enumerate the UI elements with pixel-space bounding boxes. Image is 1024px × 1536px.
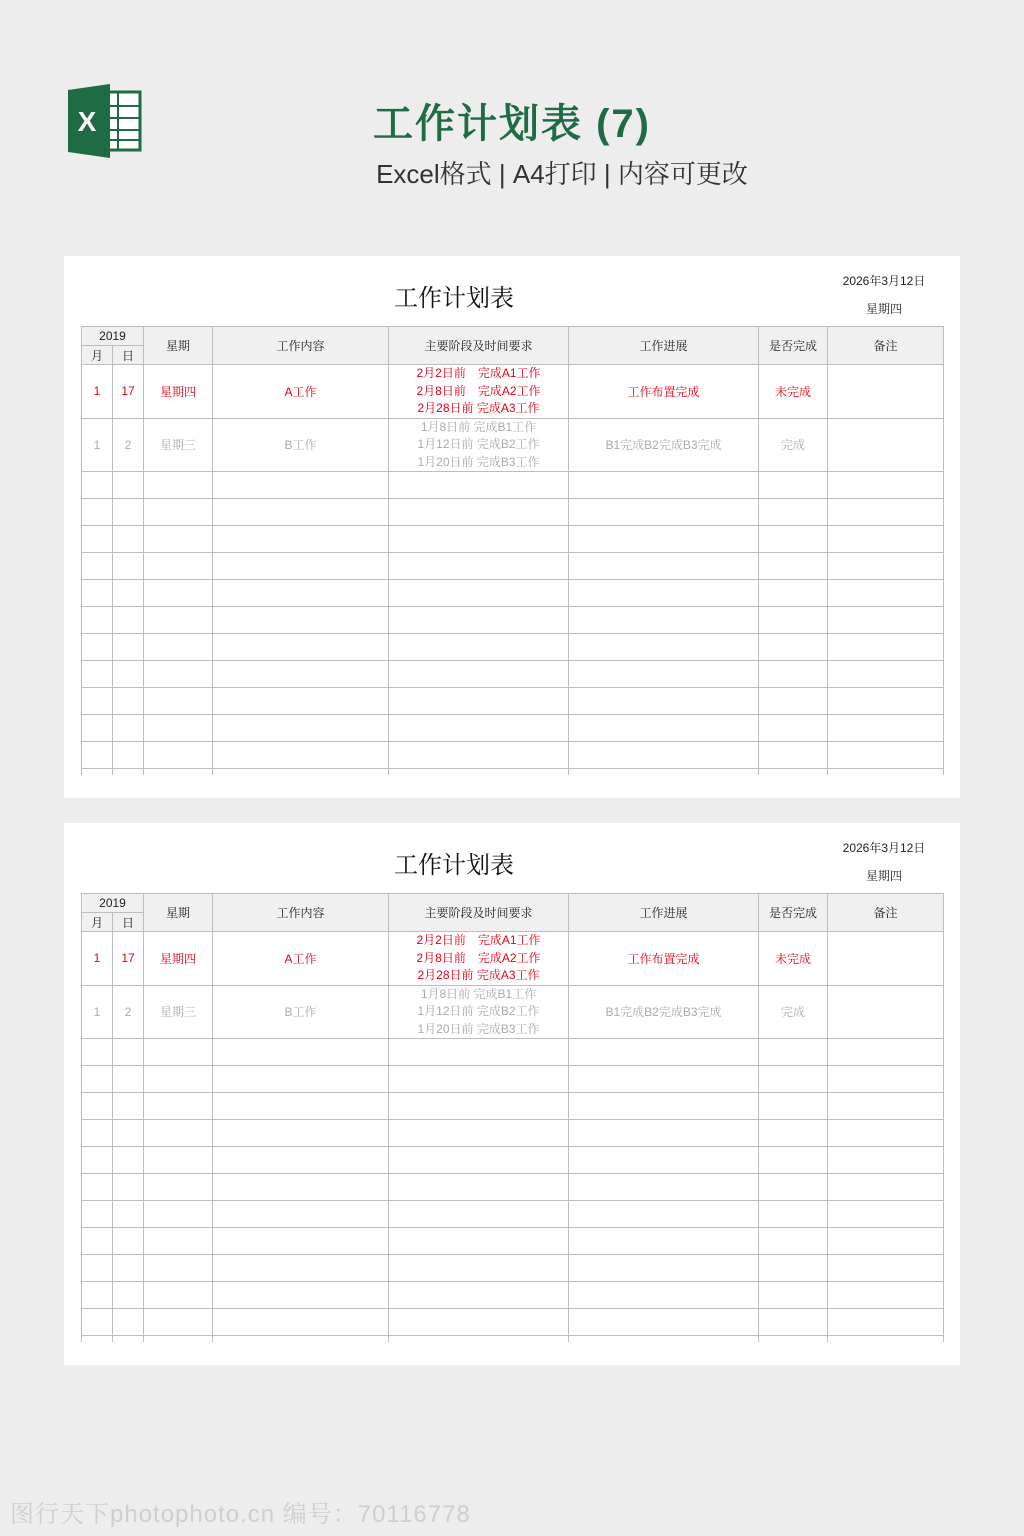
cell-progress[interactable]: 工作布置完成 xyxy=(569,932,759,986)
empty-cell[interactable] xyxy=(759,1174,828,1201)
empty-row xyxy=(82,634,944,661)
empty-cell[interactable] xyxy=(759,1201,828,1228)
empty-cell[interactable] xyxy=(82,634,113,661)
empty-cell[interactable] xyxy=(144,1228,213,1255)
table-row xyxy=(82,932,944,986)
cell-content[interactable]: B工作 xyxy=(213,985,389,1039)
empty-cell[interactable] xyxy=(144,1093,213,1120)
empty-cell[interactable] xyxy=(828,1039,944,1066)
empty-cell[interactable] xyxy=(759,499,828,526)
empty-row xyxy=(82,553,944,580)
empty-cell[interactable] xyxy=(389,1039,569,1066)
empty-cell[interactable] xyxy=(82,472,113,499)
plan-sheet-1 xyxy=(64,256,960,798)
empty-cell[interactable] xyxy=(759,1147,828,1174)
empty-cell[interactable] xyxy=(389,715,569,742)
stage-line: 1月12日前 完成B2工作 xyxy=(417,437,540,451)
empty-cell[interactable] xyxy=(213,1120,389,1147)
empty-cell[interactable] xyxy=(82,499,113,526)
empty-cell[interactable] xyxy=(389,1201,569,1228)
empty-cell[interactable] xyxy=(828,634,944,661)
column-header-progress: 工作进展 xyxy=(569,894,759,932)
empty-cell[interactable] xyxy=(759,1309,828,1336)
cell-day[interactable]: 17 xyxy=(113,932,144,986)
empty-cell[interactable] xyxy=(144,742,213,769)
empty-cell[interactable] xyxy=(213,1174,389,1201)
empty-cell[interactable] xyxy=(389,1093,569,1120)
empty-cell[interactable] xyxy=(759,1282,828,1309)
empty-cell[interactable] xyxy=(828,580,944,607)
empty-cell[interactable] xyxy=(82,1201,113,1228)
empty-cell[interactable] xyxy=(389,499,569,526)
empty-cell[interactable] xyxy=(113,553,144,580)
sheet-date: 2026年3月12日 xyxy=(842,274,926,288)
empty-row xyxy=(82,1174,944,1201)
stage-line: 2月2日前 完成A1工作 xyxy=(416,366,541,380)
empty-cell[interactable] xyxy=(389,1255,569,1282)
year-header: 2019 xyxy=(82,327,144,346)
empty-cell[interactable] xyxy=(113,1093,144,1120)
empty-cell[interactable] xyxy=(213,526,389,553)
cell-day[interactable]: 2 xyxy=(113,418,144,472)
column-header-weekday: 星期 xyxy=(144,327,213,365)
plan-sheet-2 xyxy=(64,823,960,1365)
empty-cell[interactable] xyxy=(213,1039,389,1066)
empty-cell[interactable] xyxy=(144,661,213,688)
empty-row xyxy=(82,472,944,499)
stub-cell xyxy=(144,1336,213,1343)
empty-cell[interactable] xyxy=(144,1147,213,1174)
empty-cell[interactable] xyxy=(569,526,759,553)
empty-cell[interactable] xyxy=(759,580,828,607)
empty-cell[interactable] xyxy=(144,634,213,661)
empty-cell[interactable] xyxy=(144,1201,213,1228)
empty-row xyxy=(82,607,944,634)
empty-cell[interactable] xyxy=(144,1282,213,1309)
empty-cell[interactable] xyxy=(759,472,828,499)
empty-row xyxy=(82,580,944,607)
empty-cell[interactable] xyxy=(759,1120,828,1147)
cell-done[interactable]: 完成 xyxy=(759,985,828,1039)
header-row xyxy=(82,894,944,913)
sheet-date: 2026年3月12日 xyxy=(842,841,926,855)
empty-cell[interactable] xyxy=(828,742,944,769)
empty-cell[interactable] xyxy=(113,688,144,715)
stage-line: 1月8日前 完成B1工作 xyxy=(420,986,537,1001)
stage-line: 1月12日前 完成B2工作 xyxy=(417,1004,540,1018)
empty-cell[interactable] xyxy=(569,607,759,634)
empty-cell[interactable] xyxy=(213,499,389,526)
empty-row xyxy=(82,1201,944,1228)
table-row xyxy=(82,418,944,472)
empty-cell[interactable] xyxy=(113,1066,144,1093)
stage-line: 2月8日前 完成A2工作 xyxy=(416,383,541,398)
stub-cell xyxy=(759,769,828,776)
empty-cell[interactable] xyxy=(82,1093,113,1120)
empty-cell[interactable] xyxy=(569,472,759,499)
empty-cell[interactable] xyxy=(389,1066,569,1093)
empty-cell[interactable] xyxy=(82,1039,113,1066)
cell-weekday[interactable]: 星期四 xyxy=(144,365,213,419)
stub-cell xyxy=(389,1336,569,1343)
empty-cell[interactable] xyxy=(759,661,828,688)
empty-cell[interactable] xyxy=(213,1066,389,1093)
empty-cell[interactable] xyxy=(828,499,944,526)
empty-cell[interactable] xyxy=(569,1201,759,1228)
stage-line: 2月2日前 完成A1工作 xyxy=(416,933,541,947)
empty-cell[interactable] xyxy=(82,661,113,688)
empty-cell[interactable] xyxy=(569,1039,759,1066)
empty-cell[interactable] xyxy=(82,688,113,715)
empty-cell[interactable] xyxy=(82,1255,113,1282)
empty-row xyxy=(82,526,944,553)
empty-cell[interactable] xyxy=(828,1174,944,1201)
cell-progress[interactable]: 工作布置完成 xyxy=(569,365,759,419)
empty-cell[interactable] xyxy=(828,526,944,553)
empty-cell[interactable] xyxy=(828,472,944,499)
empty-cell[interactable] xyxy=(213,1201,389,1228)
empty-row xyxy=(82,1039,944,1066)
empty-cell[interactable] xyxy=(113,607,144,634)
empty-cell[interactable] xyxy=(828,607,944,634)
empty-row xyxy=(82,1309,944,1336)
page-title: 工作计划表 (7) xyxy=(373,102,651,146)
empty-cell[interactable] xyxy=(828,1309,944,1336)
empty-cell[interactable] xyxy=(144,688,213,715)
stub-row xyxy=(82,769,944,776)
column-header-day: 日 xyxy=(113,346,144,365)
empty-cell[interactable] xyxy=(144,1309,213,1336)
empty-row xyxy=(82,742,944,769)
empty-cell[interactable] xyxy=(82,1147,113,1174)
empty-row xyxy=(82,715,944,742)
empty-cell[interactable] xyxy=(569,1174,759,1201)
empty-cell[interactable] xyxy=(144,1255,213,1282)
stub-cell xyxy=(389,769,569,776)
empty-cell[interactable] xyxy=(82,607,113,634)
empty-cell[interactable] xyxy=(569,634,759,661)
empty-row xyxy=(82,688,944,715)
empty-cell[interactable] xyxy=(759,1255,828,1282)
empty-cell[interactable] xyxy=(389,1309,569,1336)
column-header-done: 是否完成 xyxy=(759,327,828,365)
stage-line: 1月20日前 完成B3工作 xyxy=(417,1021,540,1036)
column-header-content: 工作内容 xyxy=(213,327,389,365)
empty-cell[interactable] xyxy=(213,661,389,688)
column-header-stages: 主要阶段及时间要求 xyxy=(389,894,569,932)
table-row xyxy=(82,985,944,1039)
empty-cell[interactable] xyxy=(144,1039,213,1066)
empty-cell[interactable] xyxy=(389,607,569,634)
empty-cell[interactable] xyxy=(213,553,389,580)
empty-cell[interactable] xyxy=(213,742,389,769)
watermark: 图行天下photophoto.cn 编号：70116778 xyxy=(10,1501,471,1528)
empty-cell[interactable] xyxy=(113,1201,144,1228)
cell-done[interactable]: 未完成 xyxy=(759,365,828,419)
empty-cell[interactable] xyxy=(113,472,144,499)
empty-cell[interactable] xyxy=(569,553,759,580)
empty-cell[interactable] xyxy=(82,1228,113,1255)
empty-cell[interactable] xyxy=(113,1282,144,1309)
empty-cell[interactable] xyxy=(213,607,389,634)
empty-cell[interactable] xyxy=(759,1066,828,1093)
stub-cell xyxy=(82,1336,113,1343)
cell-month[interactable]: 1 xyxy=(82,365,113,419)
empty-cell[interactable] xyxy=(569,688,759,715)
cell-stages[interactable] xyxy=(389,365,569,419)
plan-table xyxy=(81,893,944,1342)
empty-cell[interactable] xyxy=(82,1066,113,1093)
empty-cell[interactable] xyxy=(113,499,144,526)
empty-cell[interactable] xyxy=(82,1120,113,1147)
empty-cell[interactable] xyxy=(389,1147,569,1174)
empty-cell[interactable] xyxy=(569,742,759,769)
empty-cell[interactable] xyxy=(389,661,569,688)
column-header-content: 工作内容 xyxy=(213,894,389,932)
stage-line: 2月28日前 完成A3工作 xyxy=(417,968,540,982)
empty-cell[interactable] xyxy=(759,742,828,769)
empty-row xyxy=(82,1093,944,1120)
empty-cell[interactable] xyxy=(82,1174,113,1201)
empty-cell[interactable] xyxy=(113,1228,144,1255)
empty-cell[interactable] xyxy=(828,1282,944,1309)
empty-cell[interactable] xyxy=(569,1255,759,1282)
stub-cell xyxy=(213,1336,389,1343)
cell-content[interactable]: A工作 xyxy=(213,365,389,419)
cell-content[interactable]: B工作 xyxy=(213,418,389,472)
cell-progress[interactable]: B1完成B2完成B3完成 xyxy=(569,985,759,1039)
header-row xyxy=(82,327,944,346)
empty-cell[interactable] xyxy=(828,1228,944,1255)
empty-cell[interactable] xyxy=(389,1174,569,1201)
empty-cell[interactable] xyxy=(113,1309,144,1336)
empty-cell[interactable] xyxy=(113,742,144,769)
empty-cell[interactable] xyxy=(759,553,828,580)
empty-cell[interactable] xyxy=(213,1282,389,1309)
stage-line: 1月8日前 完成B1工作 xyxy=(420,419,537,434)
empty-cell[interactable] xyxy=(213,580,389,607)
empty-cell[interactable] xyxy=(389,526,569,553)
empty-cell[interactable] xyxy=(828,553,944,580)
empty-cell[interactable] xyxy=(82,526,113,553)
empty-cell[interactable] xyxy=(113,634,144,661)
empty-row xyxy=(82,1147,944,1174)
empty-cell[interactable] xyxy=(569,1228,759,1255)
column-header-weekday: 星期 xyxy=(144,894,213,932)
empty-cell[interactable] xyxy=(759,1228,828,1255)
cell-remark[interactable] xyxy=(828,932,944,986)
stage-line: 2月28日前 完成A3工作 xyxy=(417,401,540,415)
empty-cell[interactable] xyxy=(828,661,944,688)
empty-cell[interactable] xyxy=(144,553,213,580)
empty-cell[interactable] xyxy=(569,580,759,607)
empty-cell[interactable] xyxy=(389,1282,569,1309)
stub-row xyxy=(82,1336,944,1343)
empty-cell[interactable] xyxy=(389,580,569,607)
stub-cell xyxy=(828,1336,944,1343)
empty-cell[interactable] xyxy=(389,472,569,499)
empty-cell[interactable] xyxy=(213,1147,389,1174)
empty-cell[interactable] xyxy=(828,1147,944,1174)
cell-content[interactable]: A工作 xyxy=(213,932,389,986)
cell-remark[interactable] xyxy=(828,985,944,1039)
cell-day[interactable]: 17 xyxy=(113,365,144,419)
empty-cell[interactable] xyxy=(144,607,213,634)
cell-month[interactable]: 1 xyxy=(82,418,113,472)
empty-cell[interactable] xyxy=(569,1309,759,1336)
empty-cell[interactable] xyxy=(213,1255,389,1282)
empty-cell[interactable] xyxy=(213,715,389,742)
empty-cell[interactable] xyxy=(82,553,113,580)
empty-cell[interactable] xyxy=(389,742,569,769)
sheet-weekday: 星期四 xyxy=(865,302,902,316)
cell-done[interactable]: 完成 xyxy=(759,418,828,472)
column-header-done: 是否完成 xyxy=(759,894,828,932)
empty-cell[interactable] xyxy=(759,688,828,715)
stub-cell xyxy=(569,1336,759,1343)
cell-month[interactable]: 1 xyxy=(82,985,113,1039)
empty-cell[interactable] xyxy=(113,1255,144,1282)
stage-line: 2月8日前 完成A2工作 xyxy=(416,950,541,965)
column-header-month: 月 xyxy=(82,346,113,365)
column-header-remark: 备注 xyxy=(828,894,944,932)
empty-cell[interactable] xyxy=(389,553,569,580)
stub-cell xyxy=(82,769,113,776)
cell-weekday[interactable]: 星期三 xyxy=(144,985,213,1039)
empty-cell[interactable] xyxy=(759,1039,828,1066)
empty-cell[interactable] xyxy=(569,1282,759,1309)
stub-cell xyxy=(113,769,144,776)
empty-cell[interactable] xyxy=(113,1120,144,1147)
empty-cell[interactable] xyxy=(113,1174,144,1201)
column-header-stages: 主要阶段及时间要求 xyxy=(389,327,569,365)
stub-cell xyxy=(759,1336,828,1343)
sheet-title: 工作计划表 xyxy=(394,285,514,312)
stub-cell xyxy=(113,1336,144,1343)
empty-cell[interactable] xyxy=(113,1039,144,1066)
empty-row xyxy=(82,1255,944,1282)
empty-cell[interactable] xyxy=(213,472,389,499)
page-header xyxy=(0,0,1024,230)
empty-cell[interactable] xyxy=(82,715,113,742)
empty-cell[interactable] xyxy=(144,472,213,499)
cell-progress[interactable]: B1完成B2完成B3完成 xyxy=(569,418,759,472)
empty-cell[interactable] xyxy=(569,1066,759,1093)
cell-stages[interactable] xyxy=(389,985,569,1039)
empty-cell[interactable] xyxy=(213,688,389,715)
empty-cell[interactable] xyxy=(144,580,213,607)
empty-cell[interactable] xyxy=(569,1147,759,1174)
empty-cell[interactable] xyxy=(828,688,944,715)
empty-cell[interactable] xyxy=(144,1174,213,1201)
empty-cell[interactable] xyxy=(144,499,213,526)
cell-done[interactable]: 未完成 xyxy=(759,932,828,986)
sheet-weekday: 星期四 xyxy=(865,869,902,883)
cell-stages[interactable] xyxy=(389,932,569,986)
stub-cell xyxy=(828,769,944,776)
empty-cell[interactable] xyxy=(144,715,213,742)
column-header-progress: 工作进展 xyxy=(569,327,759,365)
empty-cell[interactable] xyxy=(213,1309,389,1336)
empty-cell[interactable] xyxy=(82,580,113,607)
stub-cell xyxy=(144,769,213,776)
empty-row xyxy=(82,661,944,688)
empty-cell[interactable] xyxy=(213,634,389,661)
sheet-title: 工作计划表 xyxy=(394,852,514,879)
empty-cell[interactable] xyxy=(144,526,213,553)
empty-cell[interactable] xyxy=(759,634,828,661)
empty-cell[interactable] xyxy=(828,1093,944,1120)
empty-cell[interactable] xyxy=(389,1228,569,1255)
column-header-remark: 备注 xyxy=(828,327,944,365)
column-header-day: 日 xyxy=(113,913,144,932)
empty-cell[interactable] xyxy=(569,1093,759,1120)
cell-month[interactable]: 1 xyxy=(82,932,113,986)
empty-cell[interactable] xyxy=(569,499,759,526)
empty-cell[interactable] xyxy=(569,661,759,688)
column-header-month: 月 xyxy=(82,913,113,932)
empty-cell[interactable] xyxy=(82,742,113,769)
empty-cell[interactable] xyxy=(113,661,144,688)
table-row xyxy=(82,365,944,419)
empty-cell[interactable] xyxy=(759,607,828,634)
empty-cell[interactable] xyxy=(569,715,759,742)
cell-remark[interactable] xyxy=(828,418,944,472)
empty-row xyxy=(82,1228,944,1255)
empty-cell[interactable] xyxy=(144,1066,213,1093)
empty-cell[interactable] xyxy=(389,634,569,661)
year-header: 2019 xyxy=(82,894,144,913)
cell-stages[interactable] xyxy=(389,418,569,472)
page-subtitle: Excel格式 | A4打印 | 内容可更改 xyxy=(376,159,748,189)
cell-weekday[interactable]: 星期四 xyxy=(144,932,213,986)
empty-cell[interactable] xyxy=(113,715,144,742)
empty-cell[interactable] xyxy=(113,580,144,607)
empty-cell[interactable] xyxy=(828,1201,944,1228)
cell-day[interactable]: 2 xyxy=(113,985,144,1039)
empty-cell[interactable] xyxy=(828,1066,944,1093)
empty-cell[interactable] xyxy=(759,715,828,742)
empty-cell[interactable] xyxy=(389,1120,569,1147)
stage-line: 1月20日前 完成B3工作 xyxy=(417,454,540,469)
empty-cell[interactable] xyxy=(82,1282,113,1309)
empty-cell[interactable] xyxy=(828,1255,944,1282)
plan-table xyxy=(81,326,944,775)
empty-row xyxy=(82,499,944,526)
empty-row xyxy=(82,1120,944,1147)
empty-cell[interactable] xyxy=(828,1120,944,1147)
empty-cell[interactable] xyxy=(759,526,828,553)
empty-cell[interactable] xyxy=(113,526,144,553)
excel-icon-letter: X xyxy=(77,106,97,137)
empty-cell[interactable] xyxy=(144,1120,213,1147)
cell-remark[interactable] xyxy=(828,365,944,419)
empty-row xyxy=(82,1066,944,1093)
empty-cell[interactable] xyxy=(759,1093,828,1120)
empty-cell[interactable] xyxy=(569,1120,759,1147)
empty-cell[interactable] xyxy=(113,1147,144,1174)
empty-cell[interactable] xyxy=(82,1309,113,1336)
cell-weekday[interactable]: 星期三 xyxy=(144,418,213,472)
empty-cell[interactable] xyxy=(213,1093,389,1120)
empty-cell[interactable] xyxy=(389,688,569,715)
stub-cell xyxy=(569,769,759,776)
stub-cell xyxy=(213,769,389,776)
empty-row xyxy=(82,1282,944,1309)
empty-cell[interactable] xyxy=(828,715,944,742)
empty-cell[interactable] xyxy=(213,1228,389,1255)
